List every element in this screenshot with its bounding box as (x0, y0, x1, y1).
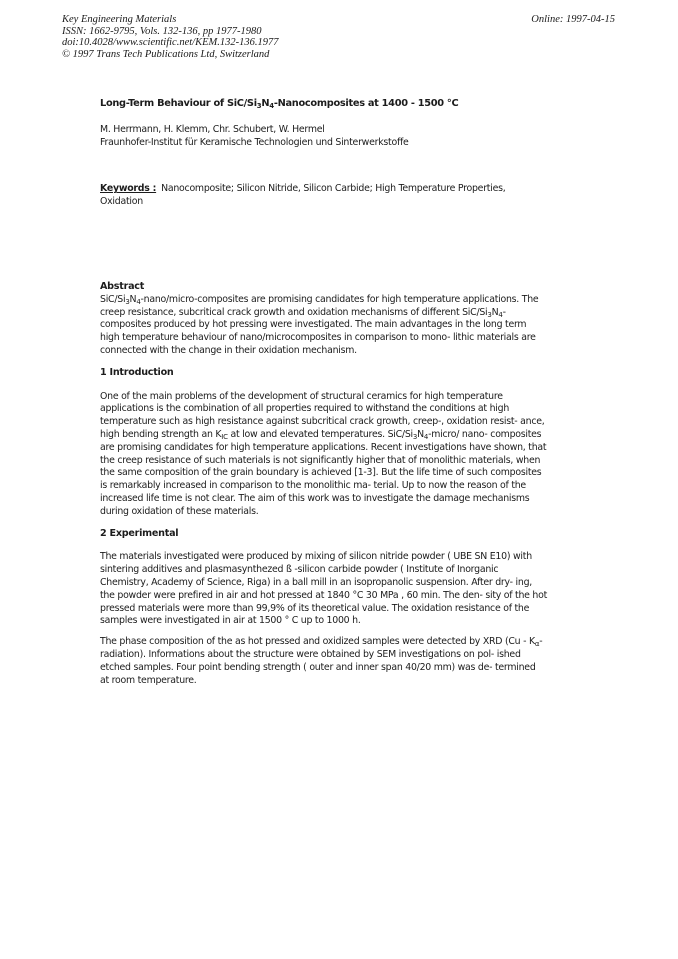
subscript: 3 (412, 432, 418, 441)
doi-link[interactable]: doi:10.4028/www.scientific.net/KEM.132-136.1977 (62, 37, 279, 48)
subscript: 4 (423, 432, 429, 441)
text-run: -radiation). Informations about the structure were obtained by SEM investigations on pol- ished etched samples. Four point bending strength ( outer and inner span 40/20 mm) was de- termined at room temperature. (100, 636, 543, 686)
experimental-paragraph: The materials investigated were produced by mixing of silicon nitride powder ( UBE SN E10) with sintering additives and plasmasynthezed ß -silicon carbide powder ( Institute of Inorganic Chemistry, Academy of Science, Riga) in a ball mill in an isopropanolic suspension. After dry- ing, the powder were prefired in air and hot pressed at 1840 °C 30 MPa , 60 min. The den- sity of the hot pressed materials were more than 99,9% of its theoretical value. The oxidation resistance of the samples were investigated in air at 1500 ° C up to 1000 h. (100, 551, 548, 627)
author-list: M. Herrmann, H. Klemm, Chr. Schubert, W. Hermel (100, 123, 325, 135)
subscript: 4 (136, 297, 141, 306)
text-run: N (491, 306, 499, 318)
text-run: The phase composition of the as hot pressed and oxidized samples were detected by XRD (Cu - K (100, 636, 535, 648)
text-run: One of the main problems of the development of structural ceramics for high temperature applications is the combination of all properties required to withstand the conditions at high temperature such as high resistance against subcritical crack growth, creep-, oxidation resist- ance, high bending strength an K (100, 390, 545, 440)
paper-body (100, 98, 547, 687)
introduction-heading: 1 Introduction (100, 366, 174, 378)
online-date: Online: 1997-04-15 (531, 14, 615, 25)
title-subscript: 3 (256, 102, 262, 110)
title-subscript: 4 (269, 102, 274, 110)
publication-info (62, 14, 279, 60)
journal-name: Key Engineering Materials (62, 14, 177, 25)
keywords-text: Nanocomposite; Silicon Nitride, Silicon Carbide; High Temperature Properties, Oxidation (100, 183, 506, 208)
text-run: N (129, 293, 137, 305)
subscript: 3 (125, 297, 130, 306)
text-run: SiC/Si (100, 293, 126, 305)
text-run: N (417, 428, 424, 440)
text-run: -micro/ nano- composites are promising candidates for high temperature applications. Recent investigations have shown, that the creep resistance of such materials is not significantly higher that of monolithic materials, when the same composition of the grain boundary is achieved [1-3]. But the life time of such composites is remarkably increased in comparison to the monolithic ma- terial. Up to now the reason of the increased life time is not clear. The aim of this work was to investigate the damage mechanisms during oxidation of these materials. (100, 428, 547, 517)
text-run: at low and elevated temperatures. SiC/Si (227, 428, 413, 440)
experimental-heading: 2 Experimental (100, 527, 179, 539)
paper-title (100, 98, 547, 111)
introduction-paragraph (100, 391, 547, 519)
issn-line: ISSN: 1662-9795, Vols. 132-136, pp 1977-1980 (62, 25, 262, 37)
subscript: α (534, 640, 540, 649)
keywords-label: Keywords : (100, 183, 157, 195)
subscript: 4 (498, 310, 503, 319)
subscript: IC (221, 432, 228, 441)
text-run: -composites produced by hot pressing were investigated. The main advantages in the long term high temperature behaviour of nano/microcomposites in comparison to mono- lithic materials are connected with the change in their oxidation mechanism. (100, 306, 536, 356)
keywords-block (100, 183, 547, 209)
experimental-paragraph (100, 636, 547, 687)
affiliation: Fraunhofer-Institut für Keramische Technologien und Sinterwerkstoffe (100, 136, 409, 148)
title-part: Long-Term Behaviour of SiC/Si (100, 98, 257, 109)
abstract-paragraph (100, 294, 547, 358)
copyright-line: © 1997 Trans Tech Publications Ltd, Switzerland (62, 48, 270, 60)
text-run: -nano/micro-composites are promising candidates for high temperature applications. The creep resistance, subcritical crack growth and oxidation mechanisms of different SiC/Si (100, 293, 539, 318)
title-part: -Nanocomposites at 1400 - 1500 °C (273, 98, 459, 109)
subscript: 3 (487, 310, 492, 319)
title-part: N (261, 98, 270, 109)
abstract-heading: Abstract (100, 280, 145, 292)
